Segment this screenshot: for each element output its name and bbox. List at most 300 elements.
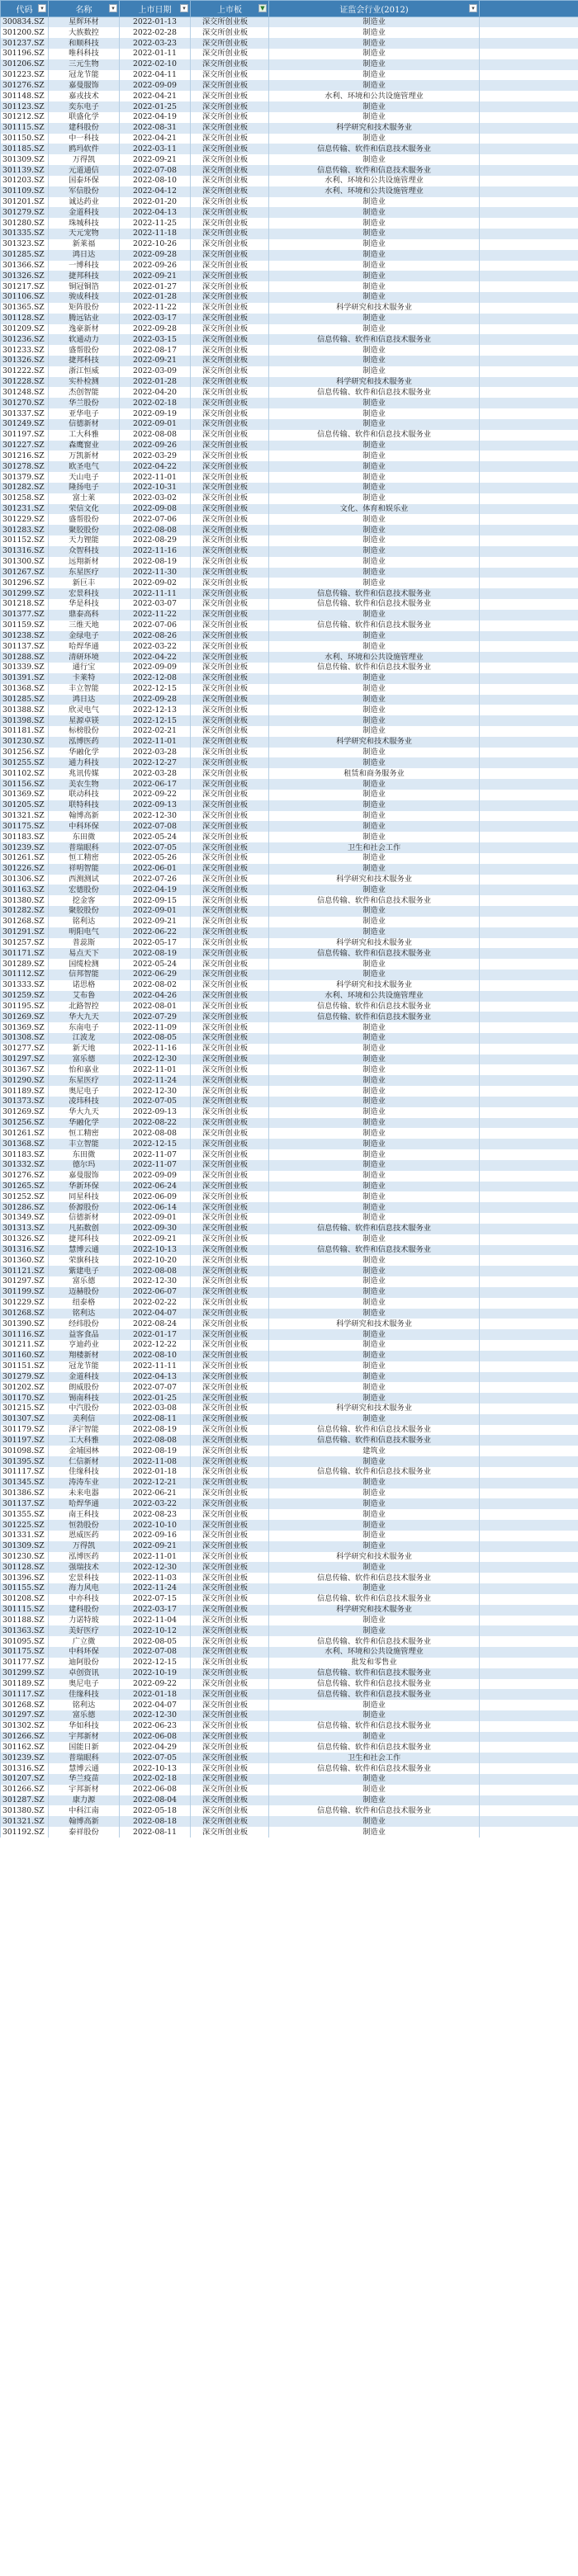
cell-board[interactable]: 深交所创业板 <box>191 1658 269 1668</box>
table-row[interactable] <box>1 1255 578 1266</box>
cell-industry[interactable]: 信息传输、软件和信息技术服务业 <box>269 165 480 176</box>
cell-empty[interactable] <box>480 1478 578 1489</box>
cell-industry[interactable]: 制造业 <box>269 1340 480 1351</box>
cell-empty[interactable] <box>480 906 578 917</box>
cell-board[interactable]: 深交所创业板 <box>191 1044 269 1054</box>
cell-code[interactable]: 301160.SZ <box>1 1351 49 1361</box>
cell-name[interactable]: 三维天地 <box>49 620 120 631</box>
table-row[interactable] <box>1 1351 578 1361</box>
cell-industry[interactable]: 制造业 <box>269 1086 480 1097</box>
table-row[interactable] <box>1 1139 578 1149</box>
cell-empty[interactable] <box>480 726 578 737</box>
table-row[interactable] <box>1 514 578 525</box>
cell-empty[interactable] <box>480 324 578 335</box>
cell-code[interactable]: 301128.SZ <box>1 1562 49 1573</box>
table-row[interactable] <box>1 398 578 408</box>
cell-code[interactable]: 301316.SZ <box>1 1763 49 1774</box>
cell-industry[interactable]: 制造业 <box>269 80 480 91</box>
cell-name[interactable]: 元道通信 <box>49 165 120 176</box>
cell-code[interactable]: 301237.SZ <box>1 38 49 49</box>
cell-empty[interactable] <box>480 1202 578 1213</box>
cell-name[interactable]: 泓博医药 <box>49 1552 120 1563</box>
cell-code[interactable]: 301279.SZ <box>1 207 49 218</box>
filter-dropdown-icon[interactable]: ▾ <box>180 4 188 12</box>
cell-empty[interactable] <box>480 1118 578 1129</box>
cell-name[interactable]: 万凯新材 <box>49 451 120 461</box>
cell-date[interactable]: 2022-11-04 <box>120 1616 191 1626</box>
cell-code[interactable]: 301313.SZ <box>1 1224 49 1234</box>
cell-empty[interactable] <box>480 885 578 895</box>
cell-empty[interactable] <box>480 314 578 324</box>
cell-name[interactable]: 东星医疗 <box>49 568 120 578</box>
table-row[interactable] <box>1 1774 578 1785</box>
cell-name[interactable]: 三元生物 <box>49 59 120 70</box>
cell-date[interactable]: 2022-06-24 <box>120 1182 191 1192</box>
cell-code[interactable]: 301309.SZ <box>1 1541 49 1552</box>
column-header-date[interactable] <box>120 1 191 17</box>
cell-industry[interactable]: 制造业 <box>269 1309 480 1319</box>
cell-industry[interactable]: 制造业 <box>269 1276 480 1287</box>
cell-date[interactable]: 2022-08-02 <box>120 980 191 991</box>
cell-name[interactable]: 亚华电子 <box>49 408 120 419</box>
cell-board[interactable]: 深交所创业板 <box>191 387 269 398</box>
cell-date[interactable]: 2022-09-22 <box>120 790 191 800</box>
table-row[interactable] <box>1 1573 578 1583</box>
cell-date[interactable]: 2022-09-19 <box>120 408 191 419</box>
cell-name[interactable]: 怡和嘉业 <box>49 1064 120 1075</box>
cell-industry[interactable]: 制造业 <box>269 705 480 715</box>
cell-date[interactable]: 2022-07-07 <box>120 1382 191 1393</box>
cell-name[interactable]: 慧博云通 <box>49 1245 120 1256</box>
cell-date[interactable]: 2022-04-21 <box>120 134 191 144</box>
cell-board[interactable]: 深交所创业板 <box>191 1139 269 1149</box>
cell-empty[interactable] <box>480 1742 578 1753</box>
table-row[interactable] <box>1 695 578 705</box>
cell-empty[interactable] <box>480 441 578 451</box>
cell-date[interactable]: 2022-08-10 <box>120 1351 191 1361</box>
table-row[interactable] <box>1 1509 578 1520</box>
cell-name[interactable]: 迈赫股份 <box>49 1287 120 1298</box>
cell-board[interactable]: 深交所创业板 <box>191 366 269 377</box>
cell-code[interactable]: 301159.SZ <box>1 620 49 631</box>
cell-date[interactable]: 2022-01-25 <box>120 101 191 112</box>
cell-board[interactable]: 深交所创业板 <box>191 695 269 705</box>
cell-name[interactable]: 软通动力 <box>49 334 120 345</box>
cell-name[interactable]: 迪阿股份 <box>49 1658 120 1668</box>
cell-empty[interactable] <box>480 663 578 673</box>
cell-industry[interactable]: 制造业 <box>269 673 480 684</box>
cell-empty[interactable] <box>480 239 578 250</box>
cell-date[interactable]: 2022-11-07 <box>120 1160 191 1171</box>
cell-date[interactable]: 2022-06-21 <box>120 1489 191 1499</box>
cell-date[interactable]: 2022-03-28 <box>120 768 191 779</box>
cell-empty[interactable] <box>480 1509 578 1520</box>
cell-code[interactable]: 301369.SZ <box>1 790 49 800</box>
cell-code[interactable]: 301335.SZ <box>1 229 49 239</box>
cell-empty[interactable] <box>480 1456 578 1467</box>
cell-board[interactable]: 深交所创业板 <box>191 165 269 176</box>
cell-industry[interactable]: 信息传输、软件和信息技术服务业 <box>269 895 480 906</box>
cell-industry[interactable]: 制造业 <box>269 546 480 557</box>
cell-board[interactable]: 深交所创业板 <box>191 1763 269 1774</box>
cell-name[interactable]: 易点天下 <box>49 948 120 959</box>
cell-empty[interactable] <box>480 1404 578 1414</box>
cell-empty[interactable] <box>480 176 578 186</box>
cell-code[interactable]: 301267.SZ <box>1 568 49 578</box>
cell-name[interactable]: 矩阵股份 <box>49 303 120 314</box>
cell-date[interactable]: 2022-02-21 <box>120 726 191 737</box>
table-row[interactable] <box>1 176 578 186</box>
cell-empty[interactable] <box>480 408 578 419</box>
cell-board[interactable]: 深交所创业板 <box>191 1668 269 1679</box>
cell-code[interactable]: 301321.SZ <box>1 811 49 822</box>
cell-name[interactable]: 工大科雅 <box>49 430 120 441</box>
cell-code[interactable]: 301268.SZ <box>1 1700 49 1710</box>
table-row[interactable] <box>1 1107 578 1118</box>
cell-name[interactable]: 星源卓镁 <box>49 715 120 726</box>
cell-industry[interactable]: 制造业 <box>269 832 480 842</box>
cell-name[interactable]: 华兰股份 <box>49 398 120 408</box>
cell-empty[interactable] <box>480 1182 578 1192</box>
cell-empty[interactable] <box>480 991 578 1002</box>
cell-industry[interactable]: 制造业 <box>269 1372 480 1383</box>
table-row[interactable] <box>1 875 578 885</box>
cell-code[interactable]: 301230.SZ <box>1 1552 49 1563</box>
cell-code[interactable]: 301121.SZ <box>1 1266 49 1276</box>
cell-empty[interactable] <box>480 1721 578 1732</box>
cell-industry[interactable]: 制造业 <box>269 472 480 483</box>
cell-code[interactable]: 301117.SZ <box>1 1467 49 1478</box>
cell-empty[interactable] <box>480 599 578 610</box>
cell-industry[interactable]: 制造业 <box>269 207 480 218</box>
cell-industry[interactable]: 制造业 <box>269 366 480 377</box>
cell-code[interactable]: 301279.SZ <box>1 1372 49 1383</box>
cell-board[interactable]: 深交所创业板 <box>191 441 269 451</box>
cell-code[interactable]: 301257.SZ <box>1 938 49 949</box>
cell-empty[interactable] <box>480 123 578 134</box>
cell-name[interactable]: 未来电器 <box>49 1489 120 1499</box>
cell-empty[interactable] <box>480 356 578 366</box>
cell-code[interactable]: 301156.SZ <box>1 779 49 790</box>
cell-code[interactable]: 301395.SZ <box>1 1456 49 1467</box>
cell-date[interactable]: 2022-07-29 <box>120 1012 191 1022</box>
cell-date[interactable]: 2022-09-21 <box>120 1541 191 1552</box>
cell-date[interactable]: 2022-11-24 <box>120 1583 191 1594</box>
cell-board[interactable]: 深交所创业板 <box>191 525 269 535</box>
cell-code[interactable]: 301216.SZ <box>1 451 49 461</box>
cell-name[interactable]: 泽宇智能 <box>49 1425 120 1436</box>
cell-empty[interactable] <box>480 715 578 726</box>
cell-date[interactable]: 2022-11-11 <box>120 1361 191 1372</box>
cell-name[interactable]: 宏景科技 <box>49 1573 120 1583</box>
cell-name[interactable]: 万得凯 <box>49 1541 120 1552</box>
cell-code[interactable]: 301196.SZ <box>1 49 49 59</box>
table-row[interactable] <box>1 1319 578 1329</box>
table-row[interactable] <box>1 80 578 91</box>
cell-board[interactable]: 深交所创业板 <box>191 811 269 822</box>
cell-board[interactable]: 深交所创业板 <box>191 377 269 388</box>
table-row[interactable] <box>1 748 578 758</box>
cell-date[interactable]: 2022-12-30 <box>120 1710 191 1721</box>
table-row[interactable] <box>1 1149 578 1160</box>
cell-board[interactable]: 深交所创业板 <box>191 1562 269 1573</box>
cell-empty[interactable] <box>480 673 578 684</box>
cell-name[interactable]: 新莱福 <box>49 239 120 250</box>
cell-industry[interactable]: 信息传输、软件和信息技术服务业 <box>269 1721 480 1732</box>
table-row[interactable] <box>1 1425 578 1436</box>
cell-code[interactable]: 301197.SZ <box>1 1435 49 1446</box>
cell-industry[interactable]: 科学研究和技术服务业 <box>269 737 480 748</box>
cell-board[interactable]: 深交所创业板 <box>191 154 269 165</box>
table-row[interactable] <box>1 271 578 281</box>
cell-name[interactable]: 宇邦新材 <box>49 1732 120 1743</box>
cell-empty[interactable] <box>480 938 578 949</box>
cell-industry[interactable]: 制造业 <box>269 483 480 493</box>
cell-code[interactable]: 301177.SZ <box>1 1658 49 1668</box>
cell-industry[interactable]: 制造业 <box>269 1044 480 1054</box>
cell-code[interactable]: 301209.SZ <box>1 324 49 335</box>
cell-board[interactable]: 深交所创业板 <box>191 281 269 292</box>
cell-empty[interactable] <box>480 1075 578 1086</box>
cell-board[interactable]: 深交所创业板 <box>191 1171 269 1182</box>
cell-name[interactable]: 杰创智能 <box>49 387 120 398</box>
cell-industry[interactable]: 制造业 <box>269 197 480 208</box>
cell-industry[interactable]: 制造业 <box>269 229 480 239</box>
cell-date[interactable]: 2022-11-08 <box>120 1456 191 1467</box>
cell-board[interactable]: 深交所创业板 <box>191 1594 269 1605</box>
cell-empty[interactable] <box>480 1012 578 1022</box>
table-row[interactable] <box>1 1414 578 1425</box>
table-row[interactable] <box>1 59 578 70</box>
table-row[interactable] <box>1 705 578 715</box>
cell-date[interactable]: 2022-03-07 <box>120 599 191 610</box>
cell-empty[interactable] <box>480 387 578 398</box>
cell-code[interactable]: 301215.SZ <box>1 1404 49 1414</box>
cell-industry[interactable]: 信息传输、软件和信息技术服务业 <box>269 1573 480 1583</box>
cell-empty[interactable] <box>480 1255 578 1266</box>
cell-name[interactable]: 康力源 <box>49 1795 120 1806</box>
cell-code[interactable]: 301321.SZ <box>1 1816 49 1827</box>
cell-empty[interactable] <box>480 1393 578 1404</box>
column-header-name[interactable] <box>49 1 120 17</box>
cell-board[interactable]: 深交所创业板 <box>191 1689 269 1700</box>
cell-empty[interactable] <box>480 144 578 154</box>
cell-code[interactable]: 301137.SZ <box>1 641 49 652</box>
cell-empty[interactable] <box>480 1054 578 1065</box>
cell-board[interactable]: 深交所创业板 <box>191 875 269 885</box>
cell-industry[interactable]: 信息传输、软件和信息技术服务业 <box>269 1763 480 1774</box>
cell-code[interactable]: 301368.SZ <box>1 684 49 695</box>
cell-empty[interactable] <box>480 1827 578 1838</box>
cell-industry[interactable]: 制造业 <box>269 610 480 620</box>
cell-code[interactable]: 301256.SZ <box>1 1118 49 1129</box>
cell-name[interactable]: 华融化学 <box>49 748 120 758</box>
cell-empty[interactable] <box>480 165 578 176</box>
cell-date[interactable]: 2022-07-08 <box>120 1647 191 1658</box>
table-row[interactable] <box>1 1605 578 1616</box>
cell-code[interactable]: 301255.SZ <box>1 757 49 768</box>
cell-code[interactable]: 301239.SZ <box>1 842 49 853</box>
cell-code[interactable]: 301117.SZ <box>1 1689 49 1700</box>
table-row[interactable] <box>1 1234 578 1245</box>
cell-name[interactable]: 嘉曼服饰 <box>49 80 120 91</box>
cell-board[interactable]: 深交所创业板 <box>191 261 269 271</box>
cell-empty[interactable] <box>480 514 578 525</box>
cell-name[interactable]: 益客食品 <box>49 1329 120 1340</box>
cell-name[interactable]: 亨迪药业 <box>49 1340 120 1351</box>
cell-industry[interactable]: 制造业 <box>269 568 480 578</box>
cell-board[interactable]: 深交所创业板 <box>191 186 269 197</box>
cell-industry[interactable]: 制造业 <box>269 70 480 81</box>
cell-date[interactable]: 2022-07-05 <box>120 842 191 853</box>
cell-empty[interactable] <box>480 154 578 165</box>
cell-code[interactable]: 301277.SZ <box>1 1044 49 1054</box>
cell-industry[interactable]: 制造业 <box>269 1033 480 1044</box>
cell-code[interactable]: 301218.SZ <box>1 599 49 610</box>
cell-industry[interactable]: 制造业 <box>269 1287 480 1298</box>
cell-code[interactable]: 301289.SZ <box>1 959 49 970</box>
cell-industry[interactable]: 制造业 <box>269 1478 480 1489</box>
cell-empty[interactable] <box>480 1149 578 1160</box>
table-row[interactable] <box>1 652 578 663</box>
cell-industry[interactable]: 制造业 <box>269 927 480 938</box>
cell-code[interactable]: 301203.SZ <box>1 176 49 186</box>
cell-code[interactable]: 301201.SZ <box>1 197 49 208</box>
cell-empty[interactable] <box>480 366 578 377</box>
cell-name[interactable]: 恒工精密 <box>49 1128 120 1139</box>
table-row[interactable] <box>1 991 578 1002</box>
cell-date[interactable]: 2022-03-29 <box>120 451 191 461</box>
cell-date[interactable]: 2022-08-08 <box>120 1128 191 1139</box>
cell-code[interactable]: 301302.SZ <box>1 1721 49 1732</box>
table-row[interactable] <box>1 70 578 81</box>
table-row[interactable] <box>1 1022 578 1033</box>
cell-board[interactable]: 深交所创业板 <box>191 207 269 218</box>
cell-name[interactable]: 富乐德 <box>49 1054 120 1065</box>
table-row[interactable] <box>1 1213 578 1224</box>
cell-board[interactable]: 深交所创业板 <box>191 1805 269 1816</box>
table-row[interactable] <box>1 38 578 49</box>
cell-industry[interactable]: 制造业 <box>269 1583 480 1594</box>
table-row[interactable] <box>1 1531 578 1541</box>
cell-empty[interactable] <box>480 1340 578 1351</box>
cell-industry[interactable]: 制造业 <box>269 218 480 229</box>
cell-date[interactable]: 2022-10-13 <box>120 1763 191 1774</box>
cell-board[interactable]: 深交所创业板 <box>191 1245 269 1256</box>
table-row[interactable] <box>1 1710 578 1721</box>
cell-name[interactable]: 强瑞技术 <box>49 1562 120 1573</box>
cell-name[interactable]: 荣信文化 <box>49 504 120 515</box>
table-row[interactable] <box>1 864 578 875</box>
cell-board[interactable]: 深交所创业板 <box>191 1276 269 1287</box>
cell-industry[interactable]: 信息传输、软件和信息技术服务业 <box>269 1689 480 1700</box>
cell-code[interactable]: 301290.SZ <box>1 1075 49 1086</box>
cell-board[interactable]: 深交所创业板 <box>191 229 269 239</box>
cell-date[interactable]: 2022-08-17 <box>120 345 191 356</box>
cell-name[interactable]: 骏成科技 <box>49 292 120 303</box>
table-row[interactable] <box>1 1753 578 1763</box>
cell-board[interactable]: 深交所创业板 <box>191 271 269 281</box>
table-row[interactable] <box>1 1097 578 1107</box>
table-row[interactable] <box>1 419 578 430</box>
cell-code[interactable]: 301170.SZ <box>1 1393 49 1404</box>
cell-board[interactable]: 深交所创业板 <box>191 1309 269 1319</box>
cell-date[interactable]: 2022-09-09 <box>120 80 191 91</box>
cell-date[interactable]: 2022-08-10 <box>120 176 191 186</box>
cell-board[interactable]: 深交所创业板 <box>191 1414 269 1425</box>
cell-name[interactable]: 荣旗科技 <box>49 1255 120 1266</box>
table-row[interactable] <box>1 768 578 779</box>
cell-name[interactable]: 铜冠铜箔 <box>49 281 120 292</box>
cell-code[interactable]: 301189.SZ <box>1 1086 49 1097</box>
table-row[interactable] <box>1 557 578 568</box>
cell-date[interactable]: 2022-08-11 <box>120 1827 191 1838</box>
cell-industry[interactable]: 制造业 <box>269 324 480 335</box>
cell-name[interactable]: 逸豪新材 <box>49 324 120 335</box>
table-row[interactable] <box>1 938 578 949</box>
table-row[interactable] <box>1 27 578 38</box>
cell-date[interactable]: 2022-04-19 <box>120 885 191 895</box>
cell-name[interactable]: 建科股份 <box>49 1605 120 1616</box>
cell-empty[interactable] <box>480 1753 578 1763</box>
cell-name[interactable]: 涛涛车业 <box>49 1478 120 1489</box>
cell-date[interactable]: 2022-09-21 <box>120 154 191 165</box>
table-row[interactable] <box>1 1372 578 1383</box>
cell-date[interactable]: 2022-04-12 <box>120 186 191 197</box>
table-row[interactable] <box>1 493 578 504</box>
table-row[interactable] <box>1 790 578 800</box>
cell-date[interactable]: 2022-04-07 <box>120 1309 191 1319</box>
cell-board[interactable]: 深交所创业板 <box>191 1022 269 1033</box>
table-row[interactable] <box>1 1805 578 1816</box>
cell-name[interactable]: 宏景科技 <box>49 588 120 599</box>
cell-name[interactable]: 工大科雅 <box>49 1435 120 1446</box>
cell-code[interactable]: 301206.SZ <box>1 59 49 70</box>
cell-industry[interactable]: 水利、环境和公共设施管理业 <box>269 91 480 101</box>
cell-empty[interactable] <box>480 1625 578 1636</box>
cell-code[interactable]: 301283.SZ <box>1 525 49 535</box>
cell-name[interactable]: 天元宠物 <box>49 229 120 239</box>
cell-code[interactable]: 301115.SZ <box>1 123 49 134</box>
cell-empty[interactable] <box>480 842 578 853</box>
cell-empty[interactable] <box>480 1658 578 1668</box>
cell-industry[interactable]: 制造业 <box>269 154 480 165</box>
cell-name[interactable]: 富乐德 <box>49 1276 120 1287</box>
cell-date[interactable]: 2022-02-22 <box>120 1298 191 1309</box>
cell-code[interactable]: 301195.SZ <box>1 1002 49 1012</box>
filter-dropdown-icon[interactable]: ▾ <box>109 4 117 12</box>
cell-board[interactable]: 深交所创业板 <box>191 1700 269 1710</box>
cell-empty[interactable] <box>480 1309 578 1319</box>
table-row[interactable] <box>1 726 578 737</box>
cell-date[interactable]: 2022-05-24 <box>120 959 191 970</box>
cell-empty[interactable] <box>480 1097 578 1107</box>
cell-empty[interactable] <box>480 1298 578 1309</box>
cell-board[interactable]: 深交所创业板 <box>191 408 269 419</box>
cell-date[interactable]: 2022-03-08 <box>120 1404 191 1414</box>
cell-industry[interactable]: 制造业 <box>269 970 480 980</box>
cell-industry[interactable]: 制造业 <box>269 1266 480 1276</box>
cell-code[interactable]: 301188.SZ <box>1 1616 49 1626</box>
cell-industry[interactable]: 制造业 <box>269 49 480 59</box>
table-row[interactable] <box>1 1393 578 1404</box>
cell-industry[interactable]: 制造业 <box>269 345 480 356</box>
cell-date[interactable]: 2022-05-17 <box>120 938 191 949</box>
table-row[interactable] <box>1 1785 578 1795</box>
cell-board[interactable]: 深交所创业板 <box>191 959 269 970</box>
table-row[interactable] <box>1 1795 578 1806</box>
cell-industry[interactable]: 制造业 <box>269 514 480 525</box>
